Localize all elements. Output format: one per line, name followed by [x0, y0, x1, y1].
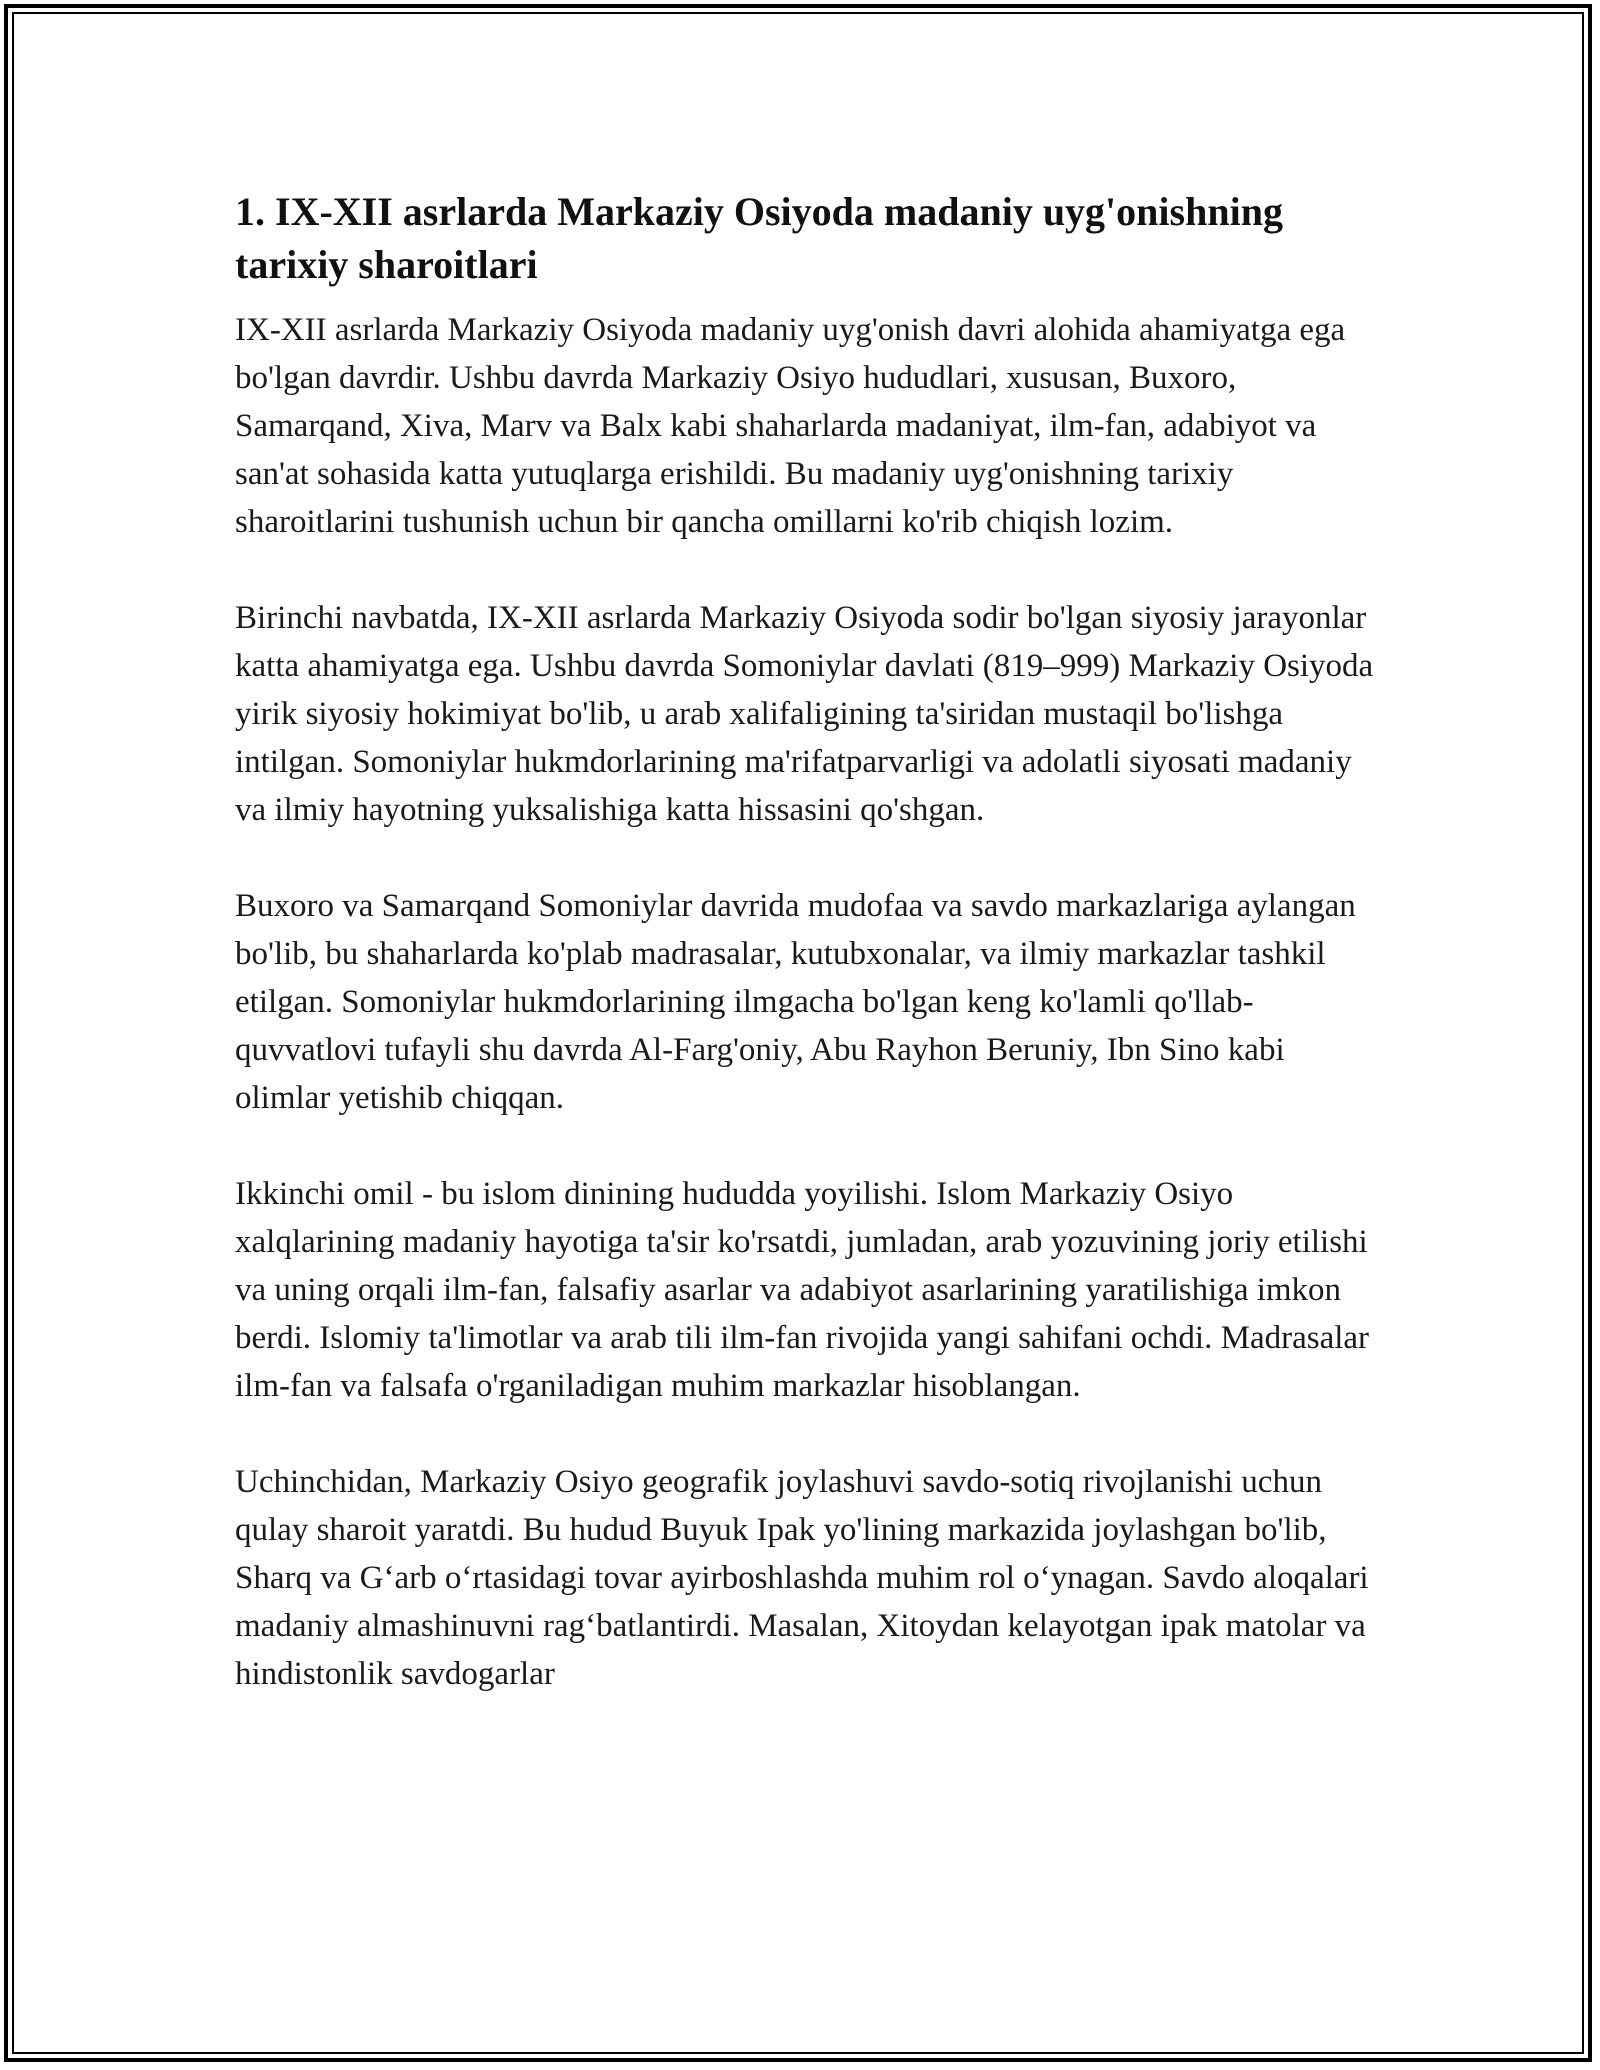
- paragraph-5: Uchinchidan, Markaziy Osiyo geografik joylashuvi savdo-sotiq rivojlanishi uchun qulay sharoit yaratdi. Bu hudud Buyuk Ipak yo'lining markazida joylashgan bo'lib, Sharq va G‘arb o‘rtasidagi tovar ayirboshlashda muhim rol o‘ynagan. Savdo aloqalari madaniy almashinuvni rag‘batlantirdi. Masalan, Xitoydan kelayotgan ipak matolar va hindistonlik savdogarlar: [235, 1464, 1369, 1692]
- document-body: [235, 185, 1385, 1746]
- paragraph-4: Ikkinchi omil - bu islom dinining hududda yoyilishi. Islom Markaziy Osiyo xalqlarining madaniy hayotiga ta'sir ko'rsatdi, jumladan, arab yozuvining joriy etilishi va uning orqali ilm-fan, falsafiy asarlar va adabiyot asarlarining yaratilishiga imkon berdi. Islomiy ta'limotlar va arab tili ilm-fan rivojida yangi sahifani ochdi. Madrasalar ilm-fan va falsafa o'rganiladigan muhim markazlar hisoblangan.: [235, 1176, 1370, 1404]
- paragraph-1: IX-XII asrlarda Markaziy Osiyoda madaniy uyg'onish davri alohida ahamiyatga ega bo'lgan davrdir. Ushbu davrda Markaziy Osiyo hududlari, xususan, Buxoro, Samarqand, Xiva, Marv va Balx kabi shaharlarda madaniyat, ilm-fan, adabiyot va san'at sohasida katta yutuqlarga erishildi. Bu madaniy uyg'onishning tarixiy sharoitlarini tushunish uchun bir qancha omillarni ko'rib chiqish lozim.: [235, 312, 1346, 540]
- paragraph-2: Birinchi navbatda, IX-XII asrlarda Markaziy Osiyoda sodir bo'lgan siyosiy jarayonlar katta ahamiyatga ega. Ushbu davrda Somoniylar davlati (819–999) Markaziy Osiyoda yirik siyosiy hokimiyat bo'lib, u arab xalifaligining ta'siridan mustaqil bo'lishga intilgan. Somoniylar hukmdorlarining ma'rifatparvarligi va adolatli siyosati madaniy va ilmiy hayotning yuksalishiga katta hissasini qo'shgan.: [235, 600, 1374, 828]
- paragraph-3: Buxoro va Samarqand Somoniylar davrida mudofaa va savdo markazlariga aylangan bo'lib, bu shaharlarda ko'plab madrasalar, kutubxonalar, va ilmiy markazlar tashkil etilgan. Somoniylar hukmdorlarining ilmgacha bo'lgan keng ko'lamli qo'llab-quvvatlovi tufayli shu davrda Al-Farg'oniy, Abu Rayhon Beruniy, Ibn Sino kabi olimlar yetishib chiqqan.: [235, 888, 1356, 1116]
- section-heading: 1. IX-XII asrlarda Markaziy Osiyoda madaniy uyg'onishning tarixiy sharoitlari: [235, 189, 1283, 287]
